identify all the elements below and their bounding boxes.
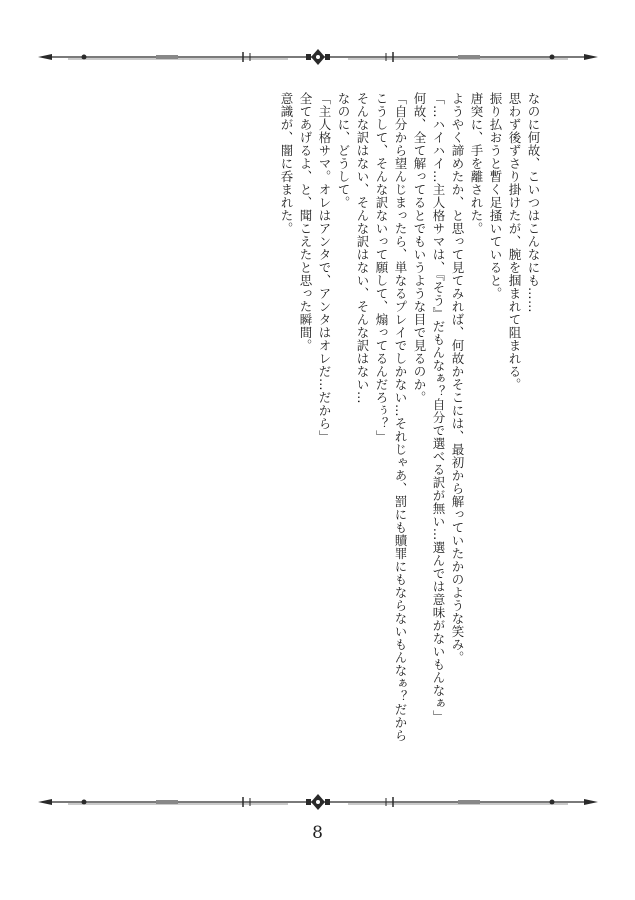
text-line: 何故、全て解ってるとでもいうような目で見るのか。 <box>412 92 427 404</box>
ornamental-rule-icon <box>38 48 598 66</box>
text-line: 唐突に、手を離された。 <box>469 92 484 235</box>
top-ornament-rule <box>38 48 598 66</box>
text-line: 全てあげるよ、と、聞こえたと思った瞬間。 <box>298 92 313 352</box>
text-line: 振り払おうと暫く足掻いていると。 <box>488 92 503 300</box>
text-line: ようやく諦めたか、と思って見てみれば、何故かそこには、最初から解っていたかのような笑み。 <box>450 92 465 664</box>
text-line: 思わず後ずさり掛けたが、腕を掴まれて阻まれる。 <box>507 92 522 391</box>
text-line: 意識が、闇に呑まれた。 <box>279 92 294 235</box>
text-line: 「…ハイハイ…主人格サマは、『そう』だもんなぁ？自分で選べる訳が無い…選んでは意味がないもんなぁ」 <box>431 92 446 723</box>
text-line: こうして、そんな訳ないって願して、煽ってるんだろぅ？」 <box>374 92 389 443</box>
text-line: なのに何故、こいつはこんなにも…… <box>526 92 541 313</box>
text-line: なのに、どうして。 <box>336 92 351 209</box>
ornamental-rule-icon <box>38 793 598 811</box>
text-line: 「主人格サマ。オレはアンタで、アンタはオレだ…だから」 <box>317 92 332 443</box>
text-line: 「自分から望んじまったら、単なるプレイでしかない…それじゃあ、罰にも贖罪にもならないもんなぁ？だから <box>393 92 408 742</box>
text-line: そんな訳はない、そんな訳はない、そんな訳はない… <box>355 92 370 404</box>
bottom-ornament-rule <box>38 793 598 811</box>
page-number: 8 <box>312 823 323 843</box>
vertical-text-body <box>213 92 543 782</box>
